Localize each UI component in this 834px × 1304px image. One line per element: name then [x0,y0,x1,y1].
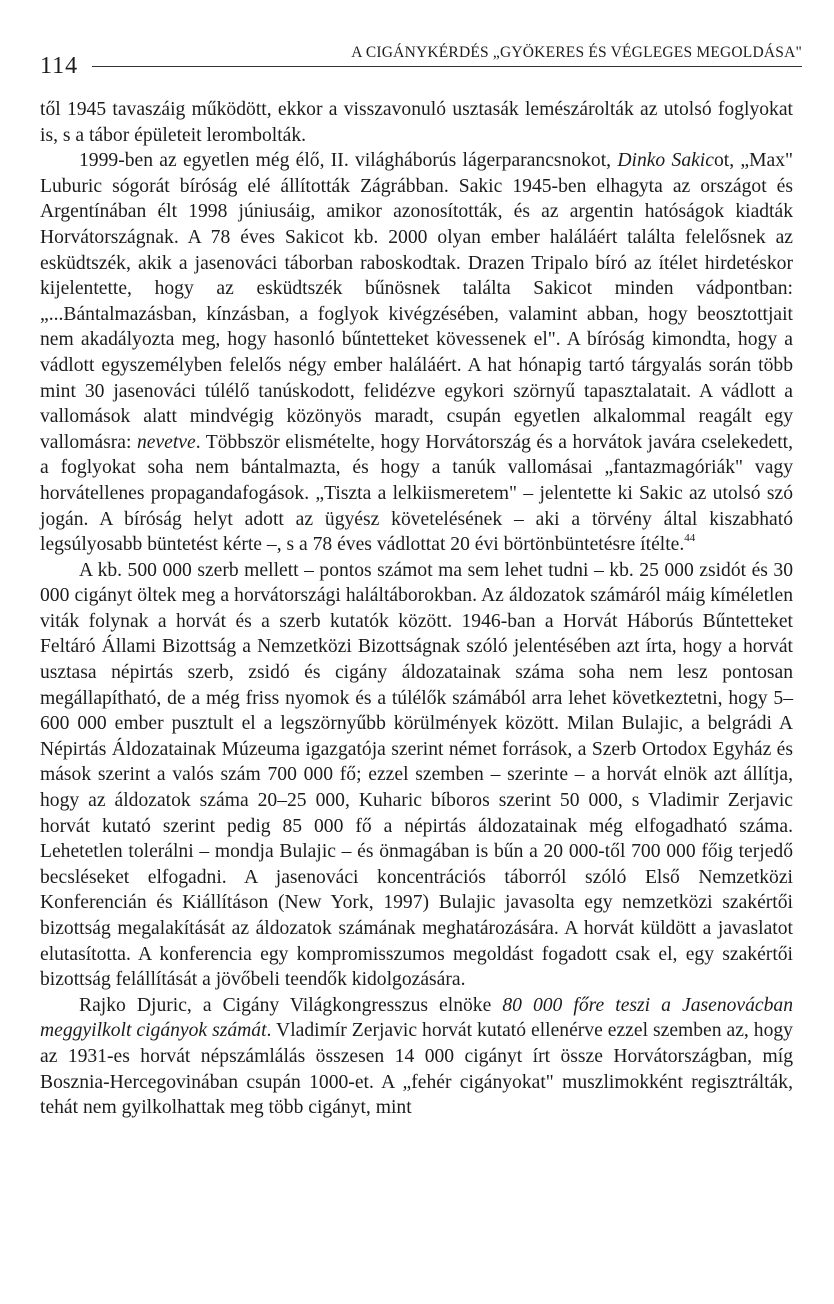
text-run: 1999-ben az egyetlen még élő, II. világháborús lágerparancsnokot, [79,150,618,172]
paragraph [40,148,793,558]
text-run: A kb. 500 000 szerb mellett – pontos számot ma sem lehet tudni – kb. 25 000 zsidót és 30 000 cigányt öltek meg a horvátországi haláltáborokban. Az áldozatok számáról máig kíméletlen viták folynak a horvát és a szerb kutatók között. 1946-ban a Horvát Háborús Bűntetteket Feltáró Állami Bizottság a Nemzetközi Bizottságnak szóló jelentésében azt írta, hogy a horvát usztasa népirtás szerb, zsidó és cigány áldozatainak száma soha nem lesz pontosan megállapítható, de a még friss nyomok és a túlélők számából arra lehet következtetni, hogy 5–600 000 ember pusztult el a legszörnyűbb körülmények között. Milan Bulajic, a belgrádi A Népirtás Áldozatainak Múzeuma igazgatója szerint német források, a Szerb Ortodox Egyház és mások szerint a valós szám 700 000 fő; ezzel szemben – szerinte – a horvát elnök azt állítja, hogy az áldozatok száma 20–25 000, Kuharic bíboros szerint 50 000, s Vladimir Zerjavic horvát kutató szerint pedig 85 000 fő a népirtás áldozatainak még elfogadható száma. Lehetetlen tolerálni – mondja Bulajic – és önmagában is bűn a 20 000-től 700 000 főig terjedő becsléseket elfogadni. A jasenováci koncentrációs táborról szóló Első Nemzetközi Konferencián és Kiállításon (New York, 1997) Bulajic javasolta egy nemzetközi szakértői bizottság megalakítását az áldozatok számának meghatározására. A horvát küldött a javaslatot elutasította. A konferencia egy kompromisszumos megoldást fogadott csak el, egy szakértői bizottság felállítását a jövőbeli teendők kidolgozására. [40,559,793,991]
page-header [40,44,802,78]
paragraph [40,558,793,993]
italic-text: nevetve [136,431,196,453]
text-run: ot, „Max" Luburic sógorát bíróság elé állították Zágrábban. Sakic 1945-ben elhagyta az országot és Argentínában élt 1998 júniusáig, amikor azonosították, és az argentin hatóságok kiadták Horvátországnak. A 78 éves Sakicot kb. 2000 olyan ember haláláért találta felelősnek az esküdtszék, akik a jasenováci táborban raboskodtak. Drazen Tripalo bíró az ítélet hirdetéskor kijelentette, hogy az esküdtszék bűnösnek találta Sakicot minden vádpontban: „...Bántalmazásban, kínzásban, a foglyok kivégzésében, valamint abban, hogy beosztottjait nem akadályozta meg, hogy hasonló bűntetteket kövessenek el". A bíróság kimondta, hogy a vádlott egyszemélyben felelős négy ember haláláért. A hat hónapig tartó tárgyalás során több mint 30 jasenováci túlélő tanúskodott, felidézve egykori szörnyű tapasztalatait. A vádlott a vallomások alatt mindvégig közönyös maradt, csupán egyetlen alkalommal reagált egy vallomásra: [40,150,793,453]
paragraph [40,993,793,1121]
text-run: . Többször elismételte, hogy Horvátország és a horvátok javára cselekedett, a foglyokat soha nem bántalmazta, és hogy a tanúk vallomásai „fantazmagóriák" vagy horvátellenes propagandafogások. „Tiszta a lelkiismeretem" – jelentette ki Sakic az utolsó szó jogán. A bíróság helyt adott az ügyész követelésének – aki a törvény által kiszabható legsúlyosabb büntetést kérte –, s a 78 éves vádlottat 20 évi börtönbüntetésre ítélte. [40,431,794,556]
page-number: 114 [40,53,79,79]
italic-text: 80 000 főre teszi a Jasenovácban meggyilkolt cigányok számát [40,994,793,1042]
footnote-ref: 44 [684,532,696,545]
paragraph [40,97,793,148]
running-title: A CIGÁNYKÉRDÉS „GYÖKERES ÉS VÉGLEGES MEGOLDÁSA" [351,44,802,61]
text-run: től 1945 tavaszáig működött, ekkor a visszavonuló usztasák lemészárolták az utolsó foglyokat is, s a tábor épületeit lerombolták. [40,99,793,146]
italic-text: Dinko Sakic [617,150,714,172]
header-rule [92,66,802,67]
body-text [40,97,793,1121]
text-run: . Vladimír Zerjavic horvát kutató ellenérve ezzel szemben az, hogy az 1931-es horvát népszámlálás összesen 14 000 cigányt írt össze Horvátországban, míg Bosznia-Hercegovinában csupán 1000-et. A „fehér cigányokat" muszlimokként regisztrálták, tehát nem gyilkolhattak meg több cigányt, mint [40,1020,793,1119]
text-run: Rajko Djuric, a Cigány Világkongresszus elnöke [79,994,503,1016]
